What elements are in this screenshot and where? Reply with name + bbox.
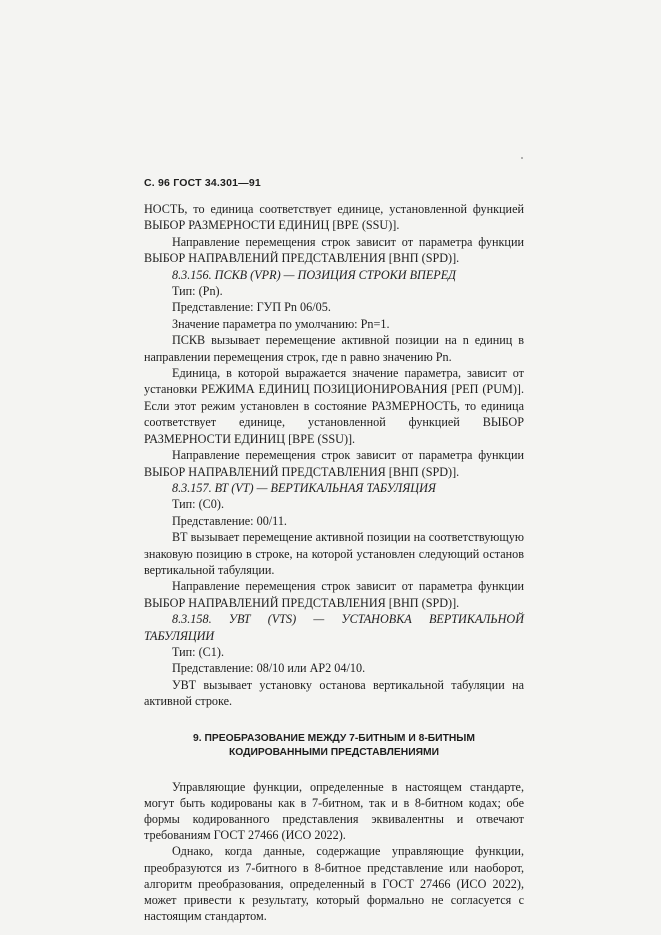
paragraph: Направление перемещения строк зависит от параметра функции ВЫБОР НАПРАВЛЕНИЙ ПРЕДСТАВЛЕНИЯ [ВНП (SPD)]. [144,448,524,479]
clause-heading: 8.3.157. ВТ (VT) — ВЕРТИКАЛЬНАЯ ТАБУЛЯЦИЯ [172,480,436,495]
paragraph: Значение параметра по умолчанию: Pn=1. [172,316,390,331]
paragraph: УВТ вызывает установку останова вертикальной табуляции на активной строке. [144,677,524,709]
paragraph: Тип: (Pn). [172,284,223,299]
paragraph: Тип: (C1). [172,644,225,659]
paragraph: Направление перемещения строк зависит от параметра функции ВЫБОР НАПРАВЛЕНИЙ ПРЕДСТАВЛЕНИЯ [ВНП (SPD)]. [144,234,524,266]
scan-speck [521,157,523,159]
paragraph: Направление перемещения строк зависит от параметра функции ВЫБОР НАПРАВЛЕНИЙ ПРЕДСТАВЛЕНИЯ [ВНП (SPD)]. [144,579,524,610]
section-heading: 9. ПРЕОБРАЗОВАНИЕ МЕЖДУ 7-БИТНЫМ И 8-БИТНЫМ КОДИРОВАННЫМИ ПРЕДСТАВЛЕНИЯМИ [193,732,475,758]
paragraph: Единица, в которой выражается значение параметра, зависит от установки РЕЖИМА ЕДИНИЦ ПОЗИЦИОНИРОВАНИЯ [РЕП (PUM)]. Если этот режим установлен в состояние РАЗМЕРНОСТЬ, то единица соответствует единице, установленной функцией ВЫБОР РАЗМЕРНОСТИ ЕДИНИЦ [ВРЕ (SSU)]. [144,366,524,446]
paragraph: ПСКВ вызывает перемещение активной позиции на n единиц в направлении перемещения строк, где n равно значению Pn. [144,333,524,364]
paragraph: Представление: ГУП Pn 06/05. [172,300,331,315]
main-text [144,201,524,924]
paragraph: Представление: 00/11. [172,513,287,528]
paragraph: Однако, когда данные, содержащие управляющие функции, преобразуются из 7-битного в 8-битное представление или наоборот, алгоритм преобразования, определенный в ГОСТ 27466 (ИСО 2022), может привести к результату, который формально не согласуется с настоящим стандартом. [144,844,524,924]
clause-heading: 8.3.156. ПСКВ (VPR) — ПОЗИЦИЯ СТРОКИ ВПЕРЕД [172,267,456,282]
page-header: С. 96 ГОСТ 34.301—91 [144,177,261,189]
paragraph: НОСТЬ, то единица соответствует единице, установленной функцией ВЫБОР РАЗМЕРНОСТИ ЕДИНИЦ [ВРЕ (SSU)]. [144,202,524,233]
section-body [144,779,524,925]
paragraph: ВТ вызывает перемещение активной позиции на соответствующую знаковую позицию в строке, на которой установлен следующий останов вертикальной табуляции. [144,530,524,577]
paragraph: Тип: (C0). [172,497,225,512]
paragraph: Представление: 08/10 или AP2 04/10. [172,661,366,676]
paragraph: Управляющие функции, определенные в настоящем стандарте, могут быть кодированы как в 7-битном, так и в 8-битном кодах; обе формы кодированного представления эквивалентны и отвечают требованиям ГОСТ 27466 (ИСО 2022). [144,779,524,843]
clause-heading: 8.3.158. УВТ (VTS) — УСТАНОВКА ВЕРТИКАЛЬНОЙ ТАБУЛЯЦИИ [144,612,524,643]
